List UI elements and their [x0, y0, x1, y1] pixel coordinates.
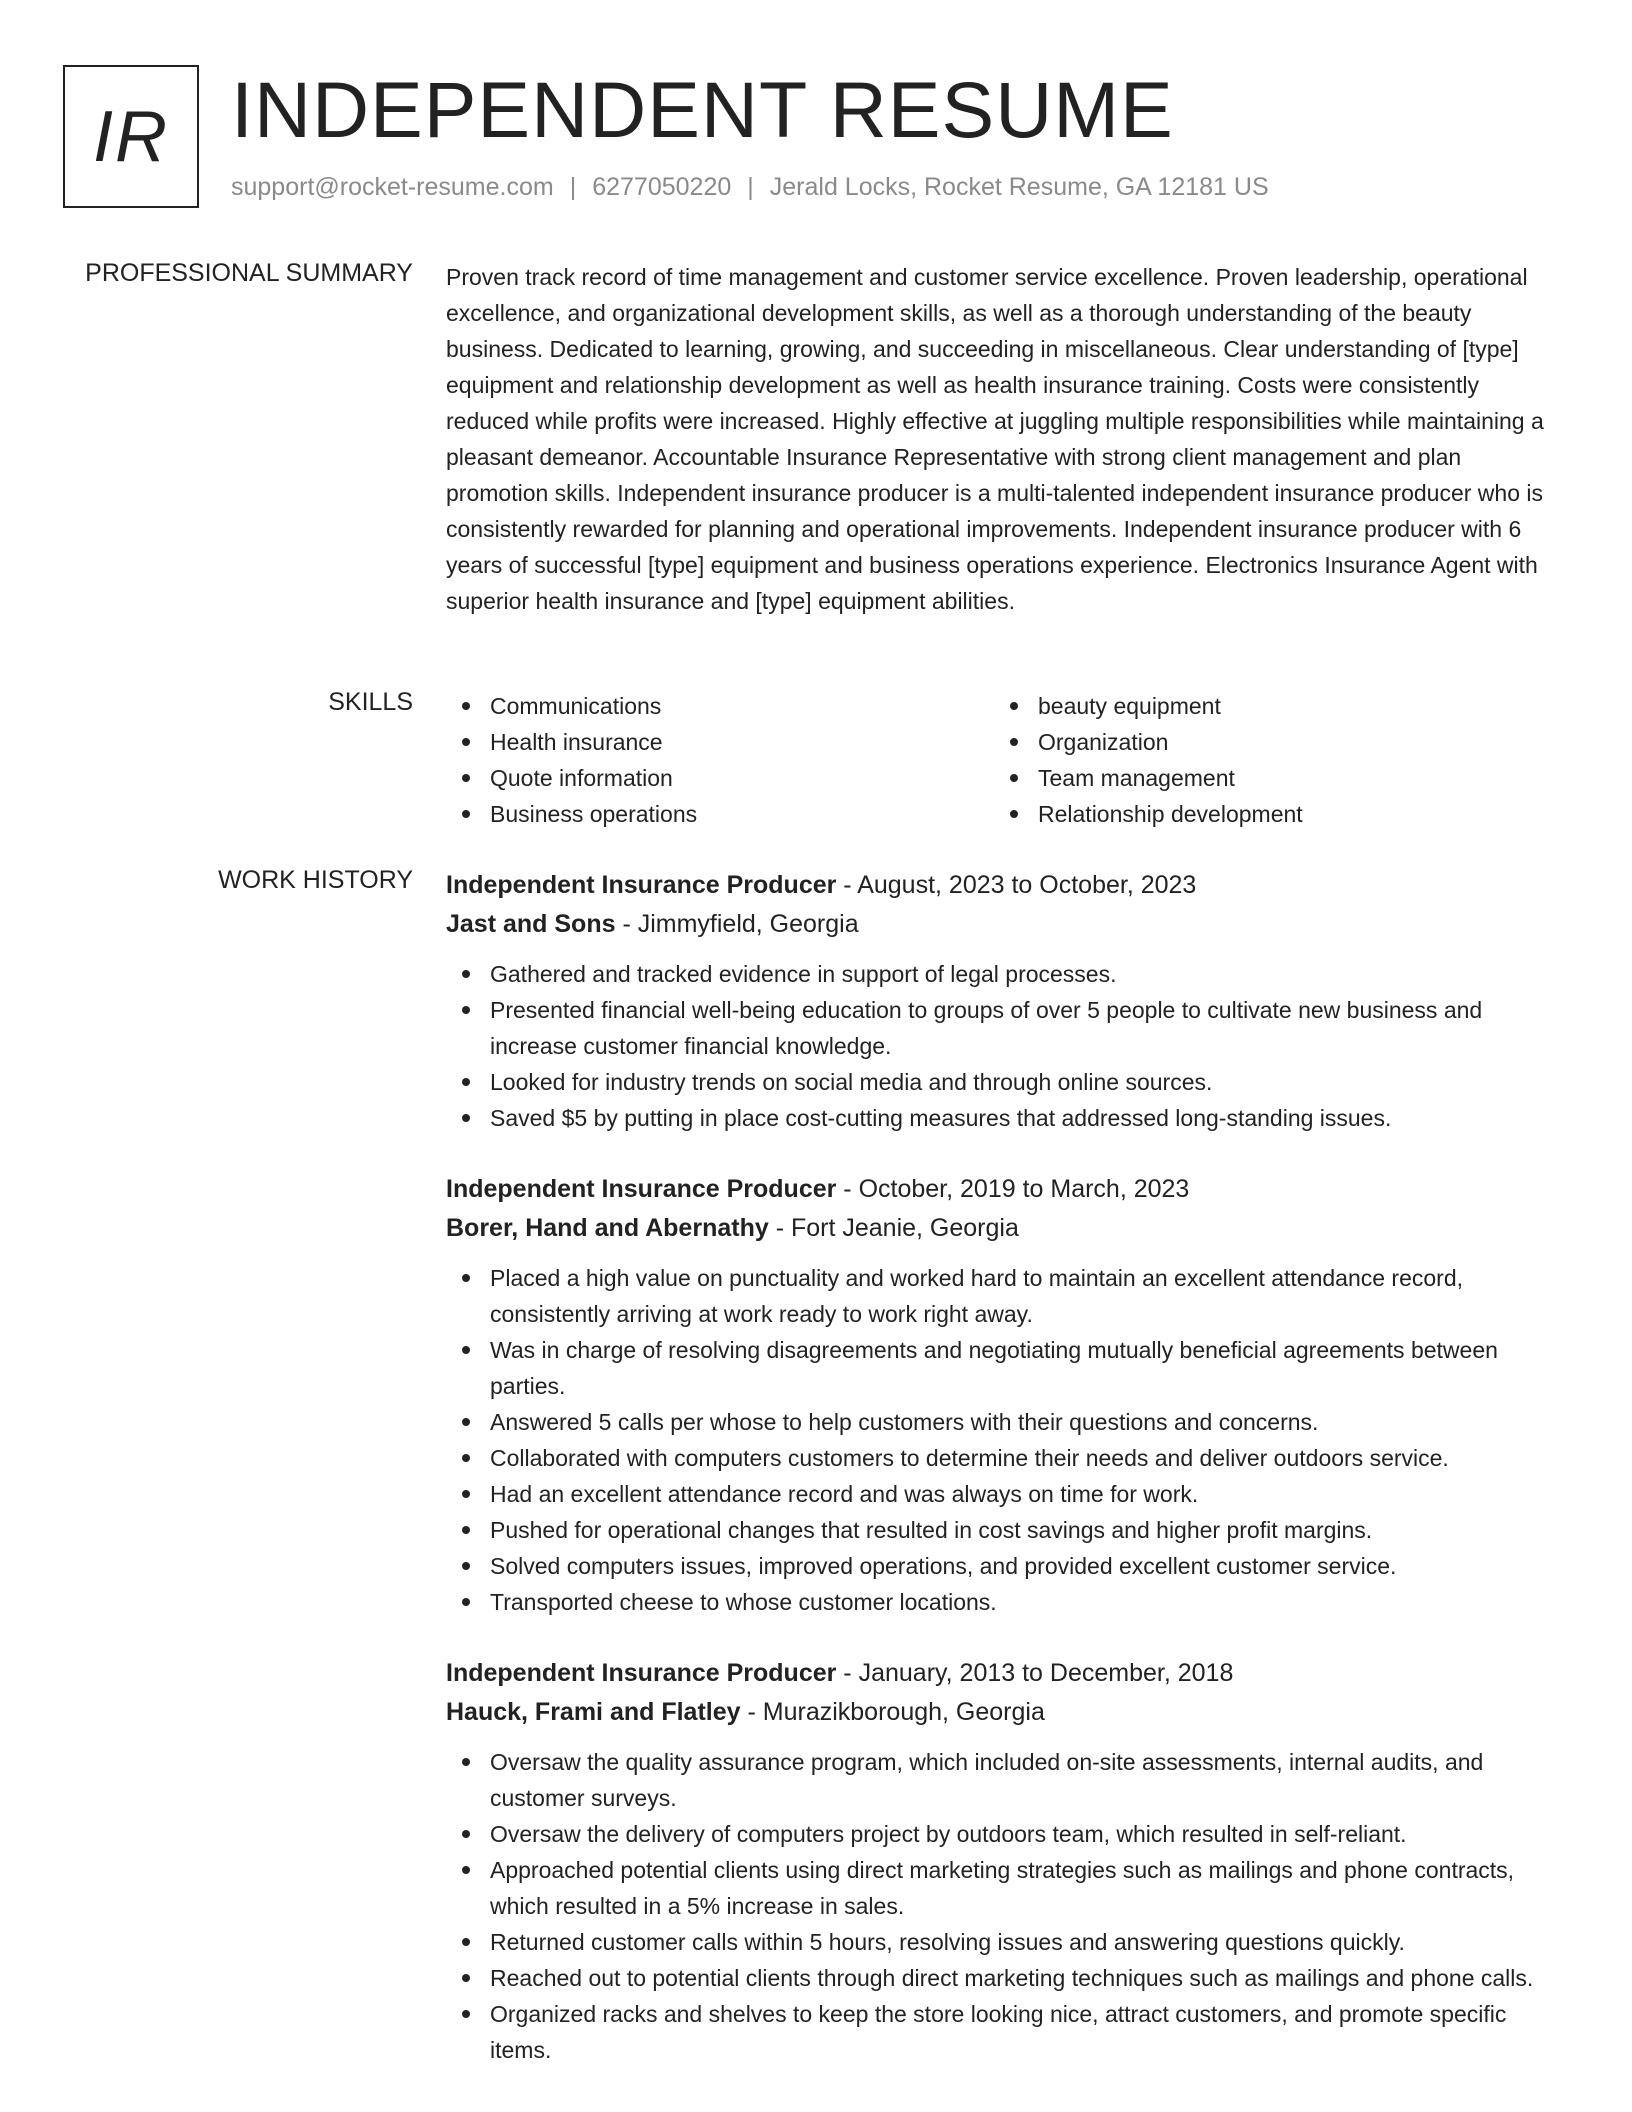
job-duty-item: Oversaw the quality assurance program, which included on-site assessments, internal audits, and customer surveys. [446, 1744, 1566, 1816]
job-entry [446, 1654, 1566, 2068]
work-heading: WORK HISTORY [218, 866, 413, 894]
job-duty-item: Transported cheese to whose customer locations. [446, 1584, 1566, 1620]
job-duty-item: Pushed for operational changes that resulted in cost savings and higher profit margins. [446, 1512, 1566, 1548]
resume-header [63, 65, 1563, 210]
skill-item: beauty equipment [994, 688, 1542, 724]
job-duty-item: Reached out to potential clients through direct marketing techniques such as mailings and phone calls. [446, 1960, 1566, 1996]
job-duty-item: Returned customer calls within 5 hours, resolving issues and answering questions quickly. [446, 1924, 1566, 1960]
job-title: Independent Insurance Producer [446, 871, 837, 899]
contact-line [231, 173, 1269, 202]
skill-item: Health insurance [446, 724, 994, 760]
work-body [446, 866, 1566, 2102]
monogram-logo: IR [63, 65, 199, 208]
skills-list-left [446, 688, 994, 832]
job-entry [446, 1170, 1566, 1620]
job-company-line [446, 1209, 1566, 1248]
job-dates: - October, 2019 to March, 2023 [836, 1175, 1190, 1203]
summary-heading: PROFESSIONAL SUMMARY [85, 259, 413, 287]
contact-email: support@rocket-resume.com [231, 173, 554, 201]
contact-separator: | [569, 173, 577, 201]
contact-address: Jerald Locks, Rocket Resume, GA 12181 US [769, 173, 1269, 201]
job-company-line [446, 905, 1566, 944]
skill-item: Business operations [446, 796, 994, 832]
skills-list-right [994, 688, 1542, 832]
contact-phone: 6277050220 [592, 173, 732, 201]
skills-heading: SKILLS [328, 688, 413, 716]
job-duty-item: Answered 5 calls per whose to help customers with their questions and concerns. [446, 1404, 1566, 1440]
job-duty-item: Approached potential clients using direct marketing strategies such as mailings and phone contracts, which resulted in a 5% increase in sales. [446, 1852, 1566, 1924]
job-company: Hauck, Frami and Flatley [446, 1698, 741, 1726]
skill-item: Team management [994, 760, 1542, 796]
job-duty-item: Oversaw the delivery of computers project by outdoors team, which resulted in self-reliant. [446, 1816, 1566, 1852]
job-entry [446, 866, 1566, 1136]
summary-text: Proven track record of time management and customer service excellence. Proven leadership, operational excellence, and organizational development skills, as well as a thorough understanding of the beauty business. Dedicated to learning, growing, and succeeding in miscellaneous. Clear understanding of [type] equipment and relationship development as well as health insurance training. Costs were consistently reduced while profits were increased. Highly effective at juggling multiple responsibilities while maintaining a pleasant demeanor. Accountable Insurance Representative with strong client management and plan promotion skills. Independent insurance producer is a multi-talented independent insurance producer who is consistently rewarded for planning and operational improvements. Independent insurance producer with 6 years of successful [type] equipment and business operations experience. Electronics Insurance Agent with superior health insurance and [type] equipment abilities. [446, 264, 1544, 614]
job-location: - Fort Jeanie, Georgia [768, 1214, 1019, 1242]
skill-item: Organization [994, 724, 1542, 760]
resume-name: INDEPENDENT RESUME [231, 65, 1174, 154]
skills-body [446, 688, 1566, 832]
skill-item: Relationship development [994, 796, 1542, 832]
job-duty-item: Solved computers issues, improved operations, and provided excellent customer service. [446, 1548, 1566, 1584]
job-duty-item: Was in charge of resolving disagreements and negotiating mutually beneficial agreements between parties. [446, 1332, 1566, 1404]
skill-item: Communications [446, 688, 994, 724]
contact-separator: | [747, 173, 754, 201]
skill-item: Quote information [446, 760, 994, 796]
job-dates: - August, 2023 to October, 2023 [836, 871, 1197, 899]
job-duty-item: Saved $5 by putting in place cost-cutting measures that addressed long-standing issues. [446, 1100, 1566, 1136]
job-duty-item: Had an excellent attendance record and was always on time for work. [446, 1476, 1566, 1512]
job-duties-list [446, 1260, 1566, 1620]
job-duties-list [446, 1744, 1566, 2068]
job-duty-item: Organized racks and shelves to keep the store looking nice, attract customers, and promote specific items. [446, 1996, 1566, 2068]
job-title-line [446, 1654, 1566, 1693]
job-location: - Jimmyfield, Georgia [615, 910, 859, 938]
job-location: - Murazikborough, Georgia [740, 1698, 1045, 1726]
job-title: Independent Insurance Producer [446, 1175, 837, 1203]
job-duties-list [446, 956, 1566, 1136]
job-company: Borer, Hand and Abernathy [446, 1214, 769, 1242]
job-title-line [446, 866, 1566, 905]
job-company: Jast and Sons [446, 910, 616, 938]
job-duty-item: Gathered and tracked evidence in support of legal processes. [446, 956, 1566, 992]
job-dates: - January, 2013 to December, 2018 [836, 1659, 1234, 1687]
job-title-line [446, 1170, 1566, 1209]
job-duty-item: Collaborated with computers customers to determine their needs and deliver outdoors service. [446, 1440, 1566, 1476]
job-company-line [446, 1693, 1566, 1732]
job-duty-item: Placed a high value on punctuality and worked hard to maintain an excellent attendance record, consistently arriving at work ready to work right away. [446, 1260, 1566, 1332]
job-duty-item: Presented financial well-being education to groups of over 5 people to cultivate new business and increase customer financial knowledge. [446, 992, 1566, 1064]
job-duty-item: Looked for industry trends on social media and through online sources. [446, 1064, 1566, 1100]
job-title: Independent Insurance Producer [446, 1659, 837, 1687]
